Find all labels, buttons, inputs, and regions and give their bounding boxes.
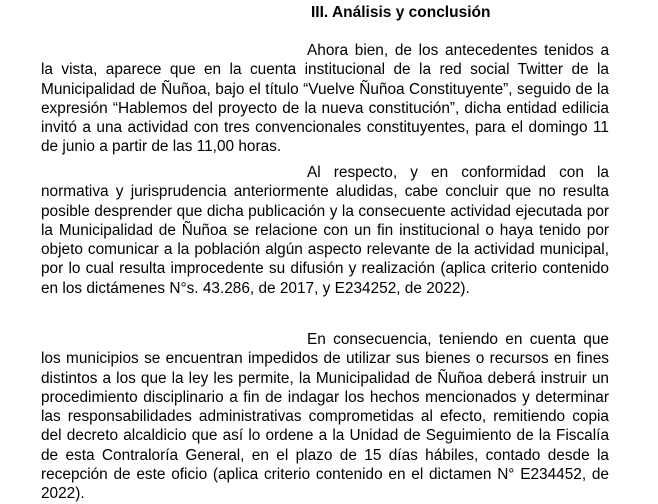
paragraph-antecedentes: Ahora bien, de los antecedentes tenidos a la vista, aparece que en la cuenta institucional de la red social Twitter de la Municipalidad de Ñuñoa, bajo el título “Vuelve Ñuñoa Constituyente”, seguido de la expresión “Hablemos del proyecto de la nueva constitución”, dicha entidad edilicia invitó a una actividad con tres convencionales constituyentes, para el domingo 11 de junio a partir de las 11,00 horas. (41, 42, 609, 156)
paragraph-en-consecuencia: En consecuencia, teniendo en cuenta que los municipios se encuentran impedidos de utilizar sus bienes o recursos en fines distintos a los que la ley les permite, la Municipalidad de Ñuñoa deberá instruir un procedimiento disciplinario a fin de indagar los hechos mencionados y determinar las responsabilidades administrativas comprometidas al efecto, remitiendo copia del decreto alcaldicio que así lo ordene a la Unidad de Seguimiento de la Fiscalía de esta Contraloría General, en el plazo de 15 días hábiles, contado desde la recepción de este oficio (aplica criterio contenido en el dictamen N° E234452, de 2022). (41, 331, 609, 503)
section-heading: III. Análisis y conclusión (311, 4, 491, 21)
paragraph-al-respecto: Al respecto, y en conformidad con la normativa y jurisprudencia anteriormente aludidas, cabe concluir que no resulta posible desprender que dicha publicación y la consecuente actividad ejecutada por la Municipalidad de Ñuñoa se relacione con un fin institucional o haya tenido por objeto comunicar a la población algún aspecto relevante de la actividad municipal, por lo cual resulta improcedente su difusión y realización (aplica criterio contenido en los dictámenes N°s. 43.286, de 2017, y E234252, de 2022). (41, 164, 609, 297)
